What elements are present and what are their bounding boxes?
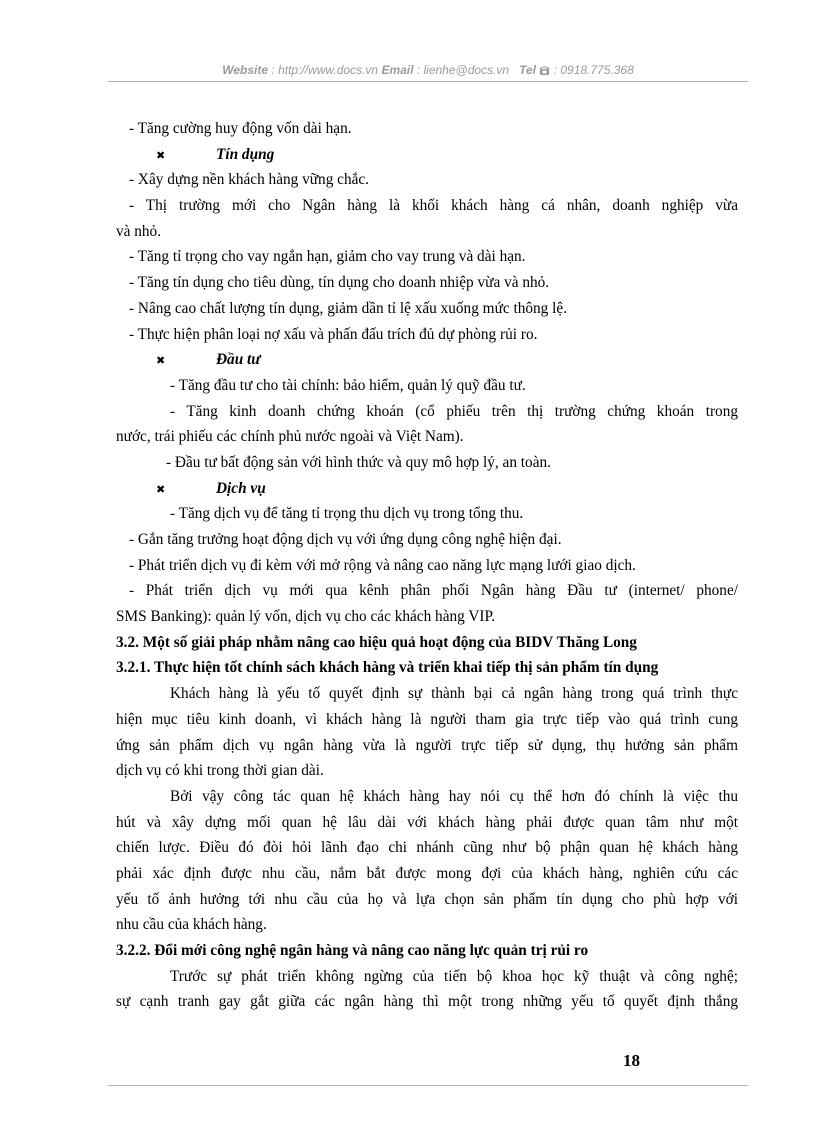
text-line: - Nâng cao chất lượng tín dụng, giảm dần tỉ lệ xấu xuống mức thông lệ. — [129, 299, 568, 317]
subheading-label: Đầu tư — [216, 351, 261, 369]
page-header — [108, 63, 748, 77]
text-line: - Phát triển dịch vụ mới qua kênh phân phối Ngân hàng Đầu tư (internet/ phone/ — [129, 582, 738, 600]
paragraph-line: dịch vụ có khi trong thời gian dài. — [116, 762, 324, 780]
tel-label: Tel — [519, 63, 536, 77]
paragraph-line: Trước sự phát triển không ngừng của tiến bộ khoa học kỹ thuật và công nghệ; — [170, 967, 738, 985]
phone-icon — [539, 65, 550, 75]
section-title-3-2-2: 3.2.2. Đổi mới công nghệ ngân hàng và nâng cao năng lực quản trị rủi ro — [116, 942, 589, 959]
text-line: SMS Banking): quản lý vốn, dịch vụ cho các khách hàng VIP. — [116, 608, 496, 626]
paragraph-line: phải xác định được nhu cầu, nắm bắt được mong đợi của khách hàng, nghiên cứu các — [116, 864, 738, 882]
paragraph-line: hiện mục tiêu kinh doanh, vì khách hàng là người tham gia trực tiếp vào quá trình cung — [116, 710, 738, 728]
paragraph-line: Khách hàng là yếu tố quyết định sự thành bại cả ngân hàng trong quá trình thực — [170, 685, 738, 703]
website-separator: : — [268, 63, 279, 77]
text-line: - Đầu tư bất động sản với hình thức và quy mô hợp lý, an toàn. — [166, 453, 551, 471]
section-title-3-2-1: 3.2.1. Thực hiện tốt chính sách khách hàng và triển khai tiếp thị sản phẩm tín dụng — [116, 659, 659, 677]
text-line: - Tăng cường huy động vốn dài hạn. — [129, 120, 352, 137]
text-line: và nhỏ. — [116, 222, 162, 240]
text-line: - Phát triển dịch vụ đi kèm với mở rộng và nâng cao năng lực mạng lưới giao dịch. — [129, 556, 636, 574]
website-label: Website — [222, 63, 269, 77]
text-line: - Tăng tín dụng cho tiêu dùng, tín dụng cho doanh nhiệp vừa và nhỏ. — [129, 274, 550, 292]
email-label: Email — [381, 63, 414, 77]
text-line: - Gắn tăng trưởng hoạt động dịch vụ với ứng dụng công nghệ hiện đại. — [129, 531, 562, 548]
paragraph-line: yếu tố ảnh hưởng tới nhu cầu của họ và lựa chọn sản phẩm tín dụng cho phù hợp với — [116, 890, 738, 908]
page-number: 18 — [623, 1051, 640, 1070]
text-line: - Tăng dịch vụ để tăng tỉ trọng thu dịch vụ trong tổng thu. — [170, 505, 524, 523]
header-divider — [108, 81, 748, 82]
cross-bullet-icon: ✖ — [156, 354, 166, 368]
email-separator: : — [413, 63, 424, 77]
text-line: - Xây dựng nền khách hàng vững chắc. — [129, 171, 370, 189]
subheading-label: Tín dụng — [216, 145, 275, 163]
footer-divider — [108, 1085, 748, 1086]
paragraph-line: Bởi vậy công tác quan hệ khách hàng hay nói cụ thể hơn đó chính là việc thu — [170, 787, 738, 805]
text-line: nước, trái phiếu các chính phủ nước ngoài và Việt Nam). — [116, 428, 464, 446]
subheading-label: Dịch vụ — [216, 479, 266, 497]
document-body — [116, 116, 738, 1015]
text-line: - Tăng tỉ trọng cho vay ngắn hạn, giảm cho vay trung và dài hạn. — [129, 248, 526, 266]
paragraph-line: sự cạnh tranh gay gắt giữa các ngân hàng thì một trong những yếu tố quyết định thắng — [116, 993, 738, 1011]
paragraph-line: nhu cầu của khách hàng. — [116, 916, 267, 934]
text-line: - Thực hiện phân loại nợ xấu và phấn đấu trích đủ dự phòng rủi ro. — [129, 325, 538, 343]
text-line: - Tăng đầu tư cho tài chính: bảo hiểm, quản lý quỹ đầu tư. — [170, 376, 526, 394]
tel-value: 0918.775.368 — [560, 63, 634, 77]
paragraph-line: hút và xây dựng mối quan hệ lâu dài với khách hàng phải được quan tâm như một — [116, 813, 738, 831]
text-line: - Thị trường mới cho Ngân hàng là khối khách hàng cá nhân, doanh nghiệp vừa — [129, 197, 738, 215]
cross-bullet-icon: ✖ — [156, 482, 166, 496]
website-url[interactable]: http://www.docs.vn — [278, 63, 379, 77]
email-value[interactable]: lienhe@docs.vn — [423, 63, 510, 77]
section-title-3-2: 3.2. Một số giải pháp nhằm nâng cao hiệu quả hoạt động của BIDV Thăng Long — [116, 633, 637, 651]
text-line: - Tăng kinh doanh chứng khoán (cổ phiếu trên thị trường chứng khoán trong — [170, 402, 738, 420]
subheading-tin-dung — [116, 142, 738, 168]
cross-bullet-icon: ✖ — [156, 148, 166, 162]
paragraph-line: ứng sản phẩm dịch vụ ngân hàng vừa là người trực tiếp sử dụng, thụ hưởng sản phẩm — [116, 736, 738, 754]
subheading-dich-vu — [116, 476, 738, 502]
subheading-dau-tu — [116, 347, 738, 373]
tel-separator: : — [550, 63, 561, 77]
paragraph-line: chiến lược. Điều đó đòi hỏi lãnh đạo chi nhánh cũng như bộ phận quan hệ khách hàng — [116, 839, 738, 857]
